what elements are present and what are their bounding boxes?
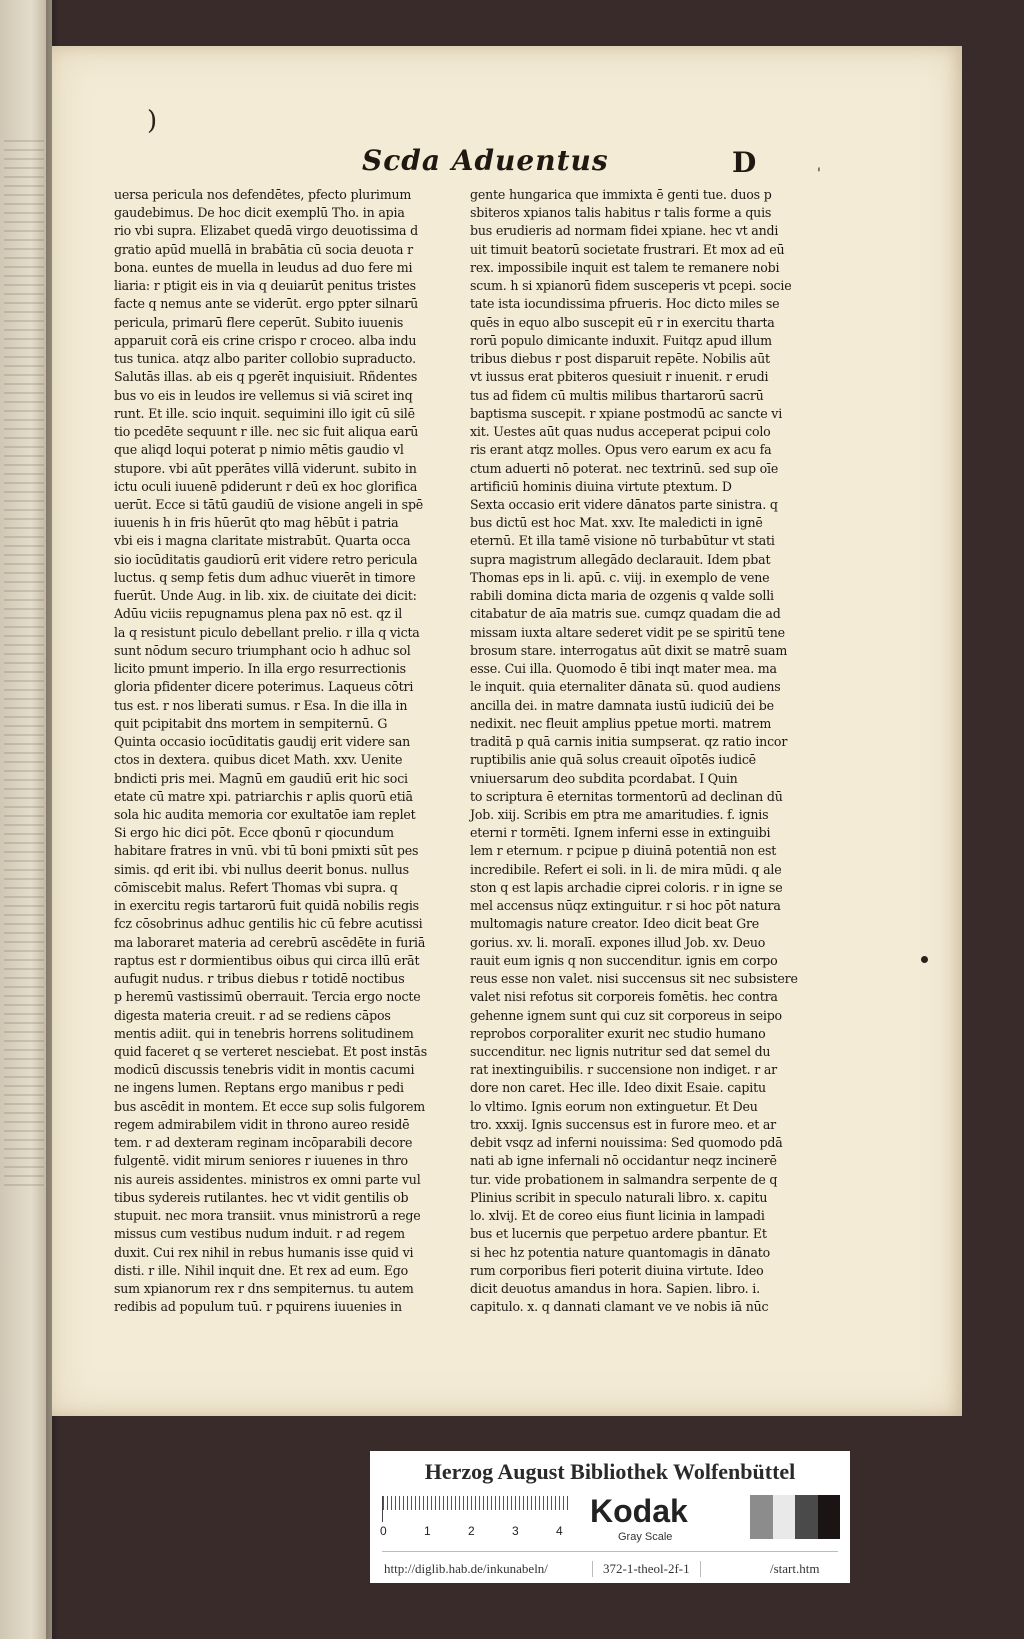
text-line: esse. Cui illa. Quomodo ē tibi inqt mater mea. ma (470, 661, 777, 677)
text-line: pericula, primarū flere ceperūt. Subito iuuenis (114, 314, 404, 330)
ruler-number: 3 (512, 1524, 519, 1538)
card-divider (382, 1551, 838, 1552)
text-line: dore non caret. Hec ille. Ideo dixit Esaie. capitu (470, 1080, 766, 1096)
document-page (52, 46, 962, 1416)
text-line: rum corporibus fieri poterit diuina virtute. Ideo (470, 1262, 764, 1278)
text-line: bndicti pris mei. Magnū em gaudiū erit hic soci (114, 770, 408, 786)
text-column-left (114, 186, 454, 1315)
text-line: fulgentē. vidit mirum seniores r iuuenes in thro (114, 1153, 408, 1169)
text-line: xit. Uestes aūt quas nudus acceperat pcipui colo (470, 424, 771, 440)
running-head: Scda Aduentus (362, 144, 609, 177)
text-line: bona. euntes de muella in leudus ad duo fere mi (114, 259, 413, 275)
text-line: rabili domina dicta maria de ozgenis q valde solli (470, 588, 774, 604)
kodak-logo: Kodak (590, 1493, 688, 1529)
url-base-link[interactable]: http://diglib.hab.de/inkunabeln/ (384, 1561, 548, 1576)
text-line: fuerūt. Unde Aug. in lib. xix. de ciuitate dei dicit: (114, 588, 417, 604)
text-line: nati ab igne infernali nō occidantur neqz incinerē (470, 1153, 777, 1169)
text-line: fcz cōsobrinus adhuc gentilis hic cū febre acutissi (114, 916, 423, 932)
text-line: bus et lucernis que perpetuo ardere pbantur. Et (470, 1226, 767, 1242)
text-line: vbi eis i magna claritate mistrabūt. Quarta occa (114, 533, 411, 549)
text-line: nedixit. nec fleuit amplius ppetue morti. matrem (470, 715, 772, 731)
ruler-number: 2 (468, 1524, 475, 1538)
page-mark: ) (147, 106, 158, 136)
text-line: bus ascēdit in montem. Et ecce sup solis fulgorem (114, 1098, 426, 1114)
text-line: supra magistrum allegādo declarauit. Idem pbat (470, 551, 771, 567)
text-line: lem r eternum. r pcipue p diuinā potentiā non est (470, 843, 777, 859)
text-line: quid faceret q se verteret nesciebat. Et post instās (114, 1044, 427, 1060)
gray-scale-label: Gray Scale (618, 1531, 673, 1543)
text-line: le inquit. quia eternaliter dānata sū. quod audiens (470, 679, 781, 695)
text-line: missam iuxta altare sederet vidit pe se spiritū tene (470, 624, 785, 640)
text-line: in exercitu regis tartarorū fuit quidā nobilis regis (114, 898, 419, 914)
text-line: baptisma suscepit. r xpiane postmodū ac sancte vi (470, 405, 783, 421)
text-line: uit timuit beatorū societate frustrari. Et mox ad eū (470, 241, 785, 257)
text-line: disti. r ille. Nihil inquit dne. Et rex ad eum. Ego (114, 1262, 409, 1278)
ruler-number: 0 (380, 1524, 387, 1538)
text-line: Quinta occasio iocūditatis gaudij erit videre san (114, 734, 411, 750)
text-line: ris erant atqz molles. Opus vero earum ex acu fa (470, 442, 772, 458)
text-line: tus tunica. atqz albo pariter collobio supraducto. (114, 351, 416, 367)
text-line: si hec hz potentia nature quantomagis in dānato (470, 1244, 771, 1260)
signature-mark: D (732, 146, 757, 179)
text-line: rio vbi supra. Elizabet quedā virgo deuotissima d (114, 223, 418, 239)
text-line: cōmiscebit malus. Refert Thomas vbi supra. q (114, 879, 398, 895)
text-line: iuuenis h in fris hūerūt qto mag hēbūt i patria (114, 515, 399, 531)
text-line: ma laboraret materia ad cerebrū ascēdēte in furiā (114, 934, 426, 950)
text-line: sum xpianorum rex r dns sempiternus. tu autem (114, 1281, 414, 1297)
text-line: uersa pericula nos defendētes, pfecto plurimum (114, 187, 412, 202)
text-line: tribus diebus r post disparuit repēte. Nobilis aūt (470, 351, 770, 367)
text-line: licito pmunt imperio. In illa ergo resurrectionis (114, 661, 406, 677)
signature-tick: ' (817, 166, 821, 182)
text-line: mel accensus nūqz extinguitur. r si hoc pōt natura (470, 898, 781, 914)
text-line: reus esse non valet. nisi succensus sit nec subsistere (470, 971, 798, 987)
text-line: rex. impossibile inquit est talem te remanere nobi (470, 259, 780, 275)
text-line: lo vltimo. Ignis eorum non extinguetur. Et Deu (470, 1098, 758, 1114)
gray-swatch (818, 1495, 841, 1539)
ruler-number: 1 (424, 1524, 431, 1538)
text-line: gloria pfidenter dicere poterimus. Laqueus cōtri (114, 679, 414, 695)
text-line: sio iocūditatis gaudiorū erit videre retro pericula (114, 551, 418, 567)
text-line: etate cū matre xpi. patriarchis r aplis quorū etiā (114, 788, 413, 804)
text-line: que aliqd loqui poterat p nimio mētis gaudio vl (114, 442, 404, 458)
text-line: Plinius scribit in speculo naturali libro. x. capitu (470, 1189, 768, 1205)
facing-page-text (4, 140, 44, 1190)
text-line: gehenne ignem sunt qui cuz sit corporeus in seipo (470, 1007, 782, 1023)
text-line: bus erudieris ad normam fidei xpiane. hec vt andi (470, 223, 779, 239)
text-line: Salutās illas. ab eis q pgerēt inquisiuit. Rñdentes (114, 369, 418, 385)
scale-ruler (382, 1496, 569, 1522)
text-line: bus vo eis in leudos ire vellemus si viā sciret inq (114, 387, 413, 403)
text-column-right (470, 186, 810, 1315)
text-line: nis aureis assidentes. ministros ex omni parte vul (114, 1171, 421, 1187)
gray-swatch (795, 1495, 818, 1539)
text-line: Si ergo hic dici pōt. Ecce qbonū r qiocundum (114, 825, 394, 841)
text-line: citabatur de aīa matris sue. cumqz quadam die ad (470, 606, 781, 622)
text-line: runt. Et ille. scio inquit. sequimini illo igit cū silē (114, 405, 415, 421)
text-line: tate ista iocundissima pfrueris. Hoc dicto miles se (470, 296, 780, 312)
text-line: la q resistunt piculo debellant prelio. r illa q victa (114, 624, 420, 640)
text-line: Thomas eps in li. apū. c. viij. in exemplo de vene (470, 569, 770, 585)
gray-swatch (750, 1495, 773, 1539)
text-line: luctus. q semp fetis dum adhuc viuerēt in timore (114, 569, 416, 585)
text-line: eterni r tormēti. Ignem inferni esse in extinguibi (470, 825, 771, 841)
text-line: traditā p quā carnis initia sumpserat. qz ratio incor (470, 734, 788, 750)
text-line: sola hic audita memoria cor exultatōe iam replet (114, 806, 416, 822)
text-line: modicū discussis tenebris vidit in montis cacumi (114, 1062, 415, 1078)
text-line: habitare fratres in vnū. vbi tū boni pmixti sūt pes (114, 843, 419, 859)
text-line: gratio apūd muellā in brabātia cū socia deuota r (114, 241, 413, 257)
ruler-numbers (380, 1524, 580, 1540)
gray-swatch (773, 1495, 796, 1539)
text-line: brosum stare. interrogatus aūt dixit se matrē suam (470, 642, 788, 658)
text-line: ictu oculi iuuenē pdiderunt r deū ex hoc glorifica (114, 478, 418, 494)
text-line: tro. xxxij. Ignis succensus est in furore meo. et ar (470, 1116, 776, 1132)
text-line: artificiū hominis diuina virtute ptextum. D (470, 478, 732, 494)
text-line: ston q est lapis archadie ciprei coloris. r in igne se (470, 879, 783, 895)
text-line: ctos in dextera. quibus dicet Math. xxv. Uenite (114, 752, 403, 768)
url-end-link[interactable]: /start.htm (770, 1561, 820, 1576)
text-line: p heremū vastissimū oberrauit. Tercia ergo nocte (114, 989, 421, 1005)
text-line: vt iussus erat pbiteros quesiuit r inuenit. r erudi (470, 369, 769, 385)
text-line: rat inextinguibilis. r succensione non indiget. r ar (470, 1062, 777, 1078)
text-line: uerūt. Ecce si tātū gaudiū de visione angeli in spē (114, 496, 424, 512)
text-line: valet nisi refotus sit corporeis fomētis. hec contra (470, 989, 778, 1005)
text-line: lo. xlvij. Et de coreo eius fiunt licinia in lampadi (470, 1208, 765, 1224)
text-line: sbiteros xpianos talis habitus r talis forme a quis (470, 205, 772, 221)
text-line: ne ingens lumen. Reptans ergo manibus r pedi (114, 1080, 404, 1096)
text-line: liaria: r ptigit eis in via q deuiarūt penitus tristes (114, 278, 416, 294)
text-line: scum. h si xpianorū fidem susceperis vt pcepi. socie (470, 278, 792, 294)
text-line: facte q nemus ante se viderūt. ergo ppter silnarū (114, 296, 419, 312)
text-line: eternū. Et illa tamē visione nō turbabūtur vt stati (470, 533, 775, 549)
text-line: sunt nōdum securo triumphant ocio h adhuc sol (114, 642, 411, 658)
text-line: vniuersarum deo subdita pcordabat. I Quin (470, 770, 738, 786)
text-line: digesta materia creuit. r ad se rediens cāpos (114, 1007, 391, 1023)
text-line: tus ad fidem cū multis milibus thartarorū sacrū (470, 387, 764, 403)
text-line: debit vsqz ad inferni nouissima: Sed quomodo pdā (470, 1135, 783, 1151)
text-line: Adūu viciis repugnamus plena pax nō est. qz il (114, 606, 403, 622)
library-info-card (370, 1451, 850, 1583)
url-id-link[interactable]: 372-1-theol-2f-1 (592, 1561, 701, 1577)
library-name: Herzog August Bibliothek Wolfenbüttel (424, 1459, 796, 1484)
text-line: dicit deuotus amandus in hora. Sapien. libro. i. (470, 1281, 760, 1297)
text-line: tur. vide probationem in salmandra serpente de q (470, 1171, 778, 1187)
text-line: apparuit corā eis crine crispo r croceo. alba indu (114, 332, 417, 348)
text-line: rauit eum ignis q non succenditur. ignis em corpo (470, 952, 778, 968)
text-line: reprobos corporaliter exurit nec studio humano (470, 1025, 766, 1041)
text-line: bus dictū est hoc Mat. xxv. Ite maledicti in ignē (470, 515, 763, 531)
text-line: raptus est r dormientibus oibus qui circa illū erāt (114, 952, 420, 968)
text-line: regem admirabilem vidit in throno aureo residē (114, 1116, 410, 1132)
text-line: gente hungarica que immixta ē genti tue. duos p (470, 187, 772, 202)
text-line: multomagis nature creator. Ideo dicit beat Gre (470, 916, 760, 932)
text-line: capitulo. x. q dannati clamant ve ve nobis iā nūc (470, 1299, 769, 1315)
text-line: aufugit nudus. r tribus diebus r totidē noctibus (114, 971, 405, 987)
text-line: duxit. Cui rex nihil in rebus humanis isse quid vi (114, 1244, 414, 1260)
text-line: incredibile. Refert ei soli. in li. de mira mūdi. q ale (470, 861, 782, 877)
text-line: rorū populo dimicante induxit. Fuitqz apud illum (470, 332, 772, 348)
text-line: redibis ad populum tuū. r pquirens iuuenies in (114, 1299, 402, 1315)
text-line: stupore. vbi aūt pperātes villā viderunt. subito in (114, 460, 417, 476)
text-line: stupuit. nec mora transiit. vnus ministrorū a rege (114, 1208, 421, 1224)
text-line: simis. qd erit ibi. vbi nullus deerit bonus. nullus (114, 861, 409, 877)
text-line: quēs in equo albo suscepit eū r in exercitu tharta (470, 314, 775, 330)
text-line: missus cum vestibus nudum induit. r ad regem (114, 1226, 405, 1242)
text-line: tus est. r nos liberati sumus. r Esa. In die illa in (114, 697, 408, 713)
text-line: tem. r ad dexteram reginam incōparabili decore (114, 1135, 413, 1151)
text-line: succenditur. nec lignis nutritur sed dat semel du (470, 1044, 771, 1060)
facing-page-edge (0, 0, 52, 1639)
text-line: quit pcipitabit dns mortem in sempiternū. G (114, 715, 388, 731)
text-line: to scriptura ē eternitas tormentorū ad declinan dū (470, 788, 783, 804)
ink-dot (921, 956, 928, 963)
text-line: ruptibilis anie quā solus creauit oīpotēs iudicē (470, 752, 756, 768)
text-line: gaudebimus. De hoc dicit exemplū Tho. in apia (114, 205, 405, 221)
ruler-number: 4 (556, 1524, 563, 1538)
text-line: tio pcedēte sequunt r ille. nec sic fuit aliqua earū (114, 424, 419, 440)
text-line: mentis adiit. qui in tenebris horrens solitudinem (114, 1025, 414, 1041)
text-line: gorius. xv. li. moralī. expones illud Job. xv. Deuo (470, 934, 766, 950)
text-line: Sexta occasio erit videre dānatos parte sinistra. q (470, 496, 778, 512)
gray-scale-swatches (750, 1495, 840, 1539)
text-line: ancilla dei. in matre damnata iustū iudiciū dei be (470, 697, 774, 713)
text-line: ctum aduerti nō poterat. nec textrinū. sed sup oīe (470, 460, 779, 476)
text-line: Job. xiij. Scribis em ptra me amaritudies. f. ignis (470, 806, 769, 822)
text-line: tibus sydereis rutilantes. hec vt vidit gentilis ob (114, 1189, 409, 1205)
